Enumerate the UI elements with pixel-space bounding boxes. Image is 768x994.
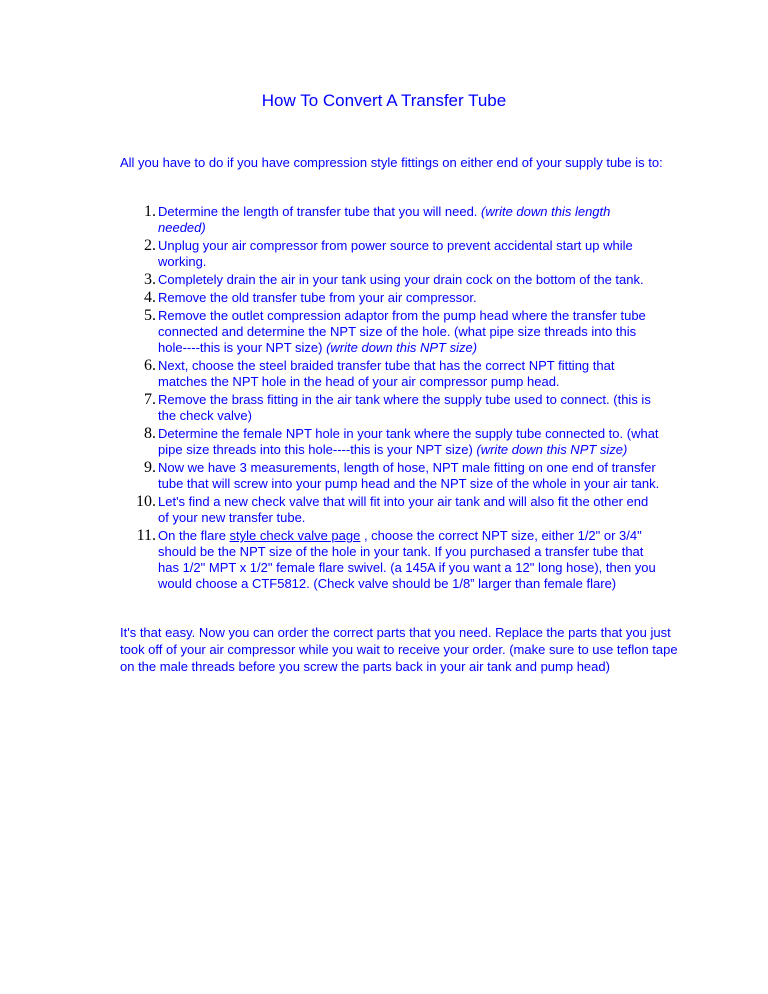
step-text: Completely drain the air in your tank using your drain cock on the bottom of the tank. (158, 272, 644, 287)
step-number: 8. (144, 425, 156, 442)
step-text: Determine the length of transfer tube that you will need. (write down this length needed) (158, 204, 611, 235)
list-item (120, 238, 660, 270)
step-text: Let's find a new check valve that will fit into your air tank and will also fit the other end of your new transfer tube. (158, 494, 649, 525)
list-item (120, 308, 660, 356)
step-text: Now we have 3 measurements, length of hose, NPT male fitting on one end of transfer tube that will screw into your pump head and the NPT size of the whole in your air tank. (158, 460, 660, 491)
list-item (120, 528, 660, 592)
step-number: 10. (136, 493, 156, 510)
step-note: (write down this NPT size) (326, 340, 478, 355)
list-item (120, 358, 660, 390)
step-text: Remove the old transfer tube from your air compressor. (158, 290, 477, 305)
step-number: 11. (136, 527, 156, 544)
step-number: 4. (144, 289, 156, 306)
step-text: Unplug your air compressor from power source to prevent accidental start up while working. (158, 238, 633, 269)
step-number: 7. (144, 391, 156, 408)
step-number: 3. (144, 271, 156, 288)
list-item (120, 494, 660, 526)
steps-list (120, 204, 660, 592)
step-text: Next, choose the steel braided transfer tube that has the correct NPT fitting that matches the NPT hole in the head of your air compressor pump head. (158, 358, 615, 389)
list-item (120, 426, 660, 458)
step-text: On the flare style check valve page , choose the correct NPT size, either 1/2" or 3/4" should be the NPT size of the hole in your tank. If you purchased a transfer tube that has 1/2" MPT x 1/2" female flare swivel. (a 145A if you want a 12" long hose), then you would choose a CTF5812. (Check valve should be 1/8” larger than female flare) (158, 528, 656, 591)
step-note: (write down this NPT size) (476, 442, 628, 457)
closing-text: It's that easy. Now you can order the correct parts that you need. Replace the parts that you just took off of your air compressor while you wait to receive your order. (make sure to use teflon tape on the male threads before you screw the parts back in your air tank and pump head) (120, 625, 678, 674)
intro-text: All you have to do if you have compression style fittings on either end of your supply tube is to: (120, 155, 663, 170)
page-title: How To Convert A Transfer Tube (261, 91, 507, 110)
list-item (120, 290, 660, 306)
check-valve-page-link[interactable]: style check valve page (229, 528, 361, 543)
step-text: Determine the female NPT hole in your tank where the supply tube connected to. (what pipe size threads into this hole----this is your NPT size) (write down this NPT size) (158, 426, 659, 457)
step-text: Remove the outlet compression adaptor from the pump head where the transfer tube connected and determine the NPT size of the hole. (what pipe size threads into this hole----this is your NPT size) (write down this NPT size) (158, 308, 646, 355)
step-text: Remove the brass fitting in the air tank where the supply tube used to connect. (this is the check valve) (158, 392, 651, 423)
step-number: 5. (144, 307, 156, 324)
list-item (120, 204, 660, 236)
list-item (120, 392, 660, 424)
step-number: 6. (144, 357, 156, 374)
step-number: 1. (144, 203, 156, 220)
list-item (120, 460, 660, 492)
step-note: (write down this length needed) (158, 204, 611, 235)
step-number: 9. (144, 459, 156, 476)
step-number: 2. (144, 237, 156, 254)
list-item (120, 272, 660, 288)
